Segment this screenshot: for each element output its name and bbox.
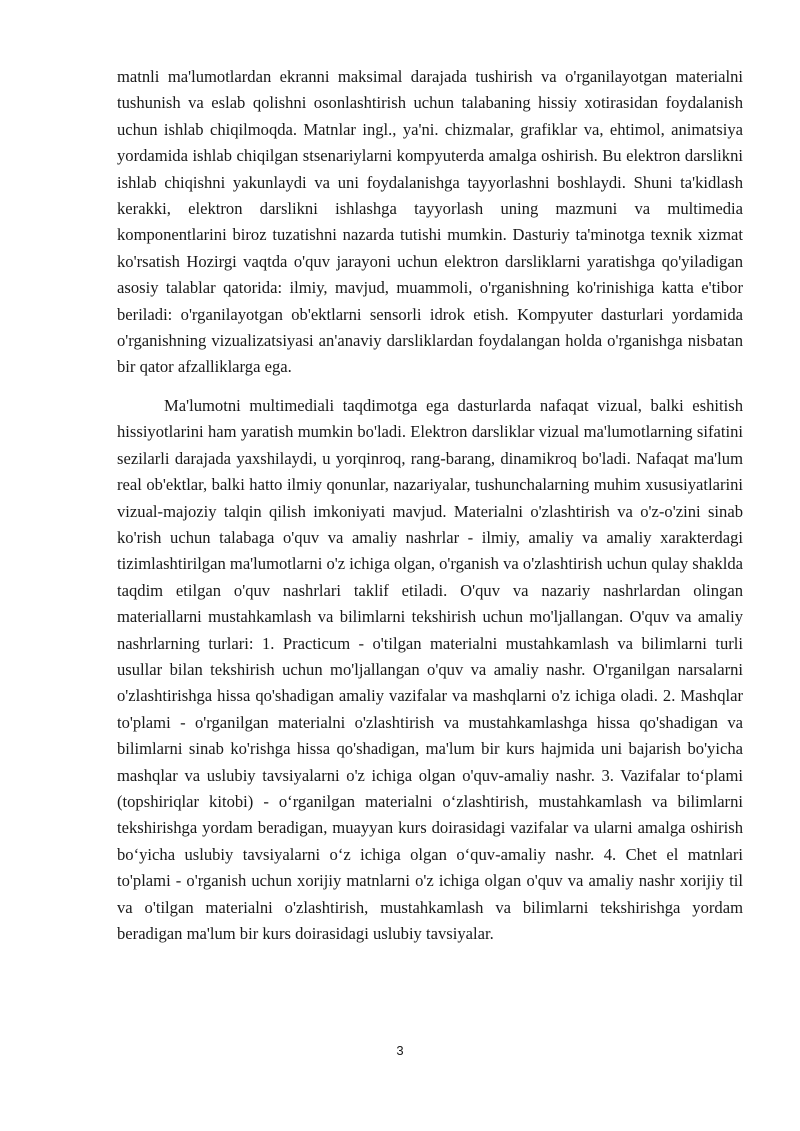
page-number: 3 (396, 1043, 404, 1058)
document-page (117, 64, 743, 947)
body-paragraph-1: matnli ma'lumotlardan ekranni maksimal darajada tushirish va o'rganilayotgan materialni tushunish va eslab qolishni osonlashtirish uchun talabaning hissiy xotirasidan foydalanish uchun ishlab chiqilmoqda. Matnlar ingl., ya'ni. chizmalar, grafiklar va, ehtimol, animatsiya yordamida ishlab chiqilgan stsenariylarni kompyuterda amalga oshirish. Bu elektron darslikni ishlab chiqishni yakunlaydi va uni foydalanishga tayyorlashni boshlaydi. Shuni ta'kidlash kerakki, elektron darslikni ishlashga tayyorlash uning mazmuni va multimedia komponentlarini biroz tuzatishni nazarda tutishi mumkin. Dasturiy ta'minotga texnik xizmat ko'rsatish Hozirgi vaqtda o'quv jarayoni uchun elektron darsliklarni yaratishga qo'yiladigan asosiy talablar qatorida: ilmiy, mavjud, muammoli, o'rganishning ko'rinishiga katta e'tibor beriladi: o'rganilayotgan ob'ektlarni sensorli idrok etish. Kompyuter dasturlari yordamida o'rganishning vizualizatsiyasi an'anaviy darsliklardan foydalangan holda o'rganishga nisbatan bir qator afzalliklarga ega. (117, 67, 743, 377)
body-paragraph-2: Ma'lumotni multimediali taqdimotga ega dasturlarda nafaqat vizual, balki eshitish hissiyotlarini ham yaratish mumkin bo'ladi. Elektron darsliklar vizual ma'lumotlarning sifatini sezilarli darajada yaxshilaydi, u yorqinroq, rang-barang, dinamikroq bo'ladi. Nafaqat ma'lum real ob'ektlar, balki hatto ilmiy qonunlar, nazariyalar, tushunchalarning muhim xususiyatlarini vizual-majoziy talqin qilish imkoniyati mavjud. Materialni o'zlashtirish va o'z-o'zini sinab ko'rish uchun talabaga o'quv va amaliy nashrlar - ilmiy, amaliy va amaliy xarakterdagi tizimlashtirilgan ma'lumotlarni o'z ichiga olgan, o'rganish va o'zlashtirish uchun qulay shaklda taqdim etilgan o'quv nashrlari taklif etiladi. O'quv va nazariy nashrlardan olingan materiallarni mustahkamlash va bilimlarni tekshirish uchun mo'ljallangan. O'quv va amaliy nashrlarning turlari: 1. Practicum - o'tilgan materialni mustahkamlash va bilimlarni turli usullar bilan tekshirish uchun mo'ljallangan o'quv va amaliy nashr. O'rganilgan narsalarni o'zlashtirishga hissa qo'shadigan amaliy vazifalar va mashqlarni o'z ichiga oladi. 2. Mashqlar to'plami - o'rganilgan materialni o'zlashtirish va mustahkamlashga hissa qo'shadigan va bilimlarni sinab ko'rishga hissa qo'shadigan, ma'lum bir kurs hajmida uni bajarish bo'yicha mashqlar va uslubiy tavsiyalarni o'z ichiga olgan o'quv-amaliy nashr. 3. Vazifalar to‘plami (topshiriqlar kitobi) - o‘rganilgan materialni o‘zlashtirish, mustahkamlash va bilimlarni tekshirishga yordam beradigan, muayyan kurs doirasidagi vazifalar va ularni amalga oshirish bo‘yicha uslubiy tavsiyalarni o‘z ichiga olgan o‘quv-amaliy nashr. 4. Chet el matnlari to'plami - o'rganish uchun xorijiy matnlarni o'z ichiga olgan o'quv va amaliy nashr xorijiy til va o'tilgan materialni o'zlashtirish, mustahkamlash va bilimlarni tekshirishga yordam beradigan ma'lum bir kurs doirasidagi uslubiy tavsiyalar. (117, 395, 743, 943)
